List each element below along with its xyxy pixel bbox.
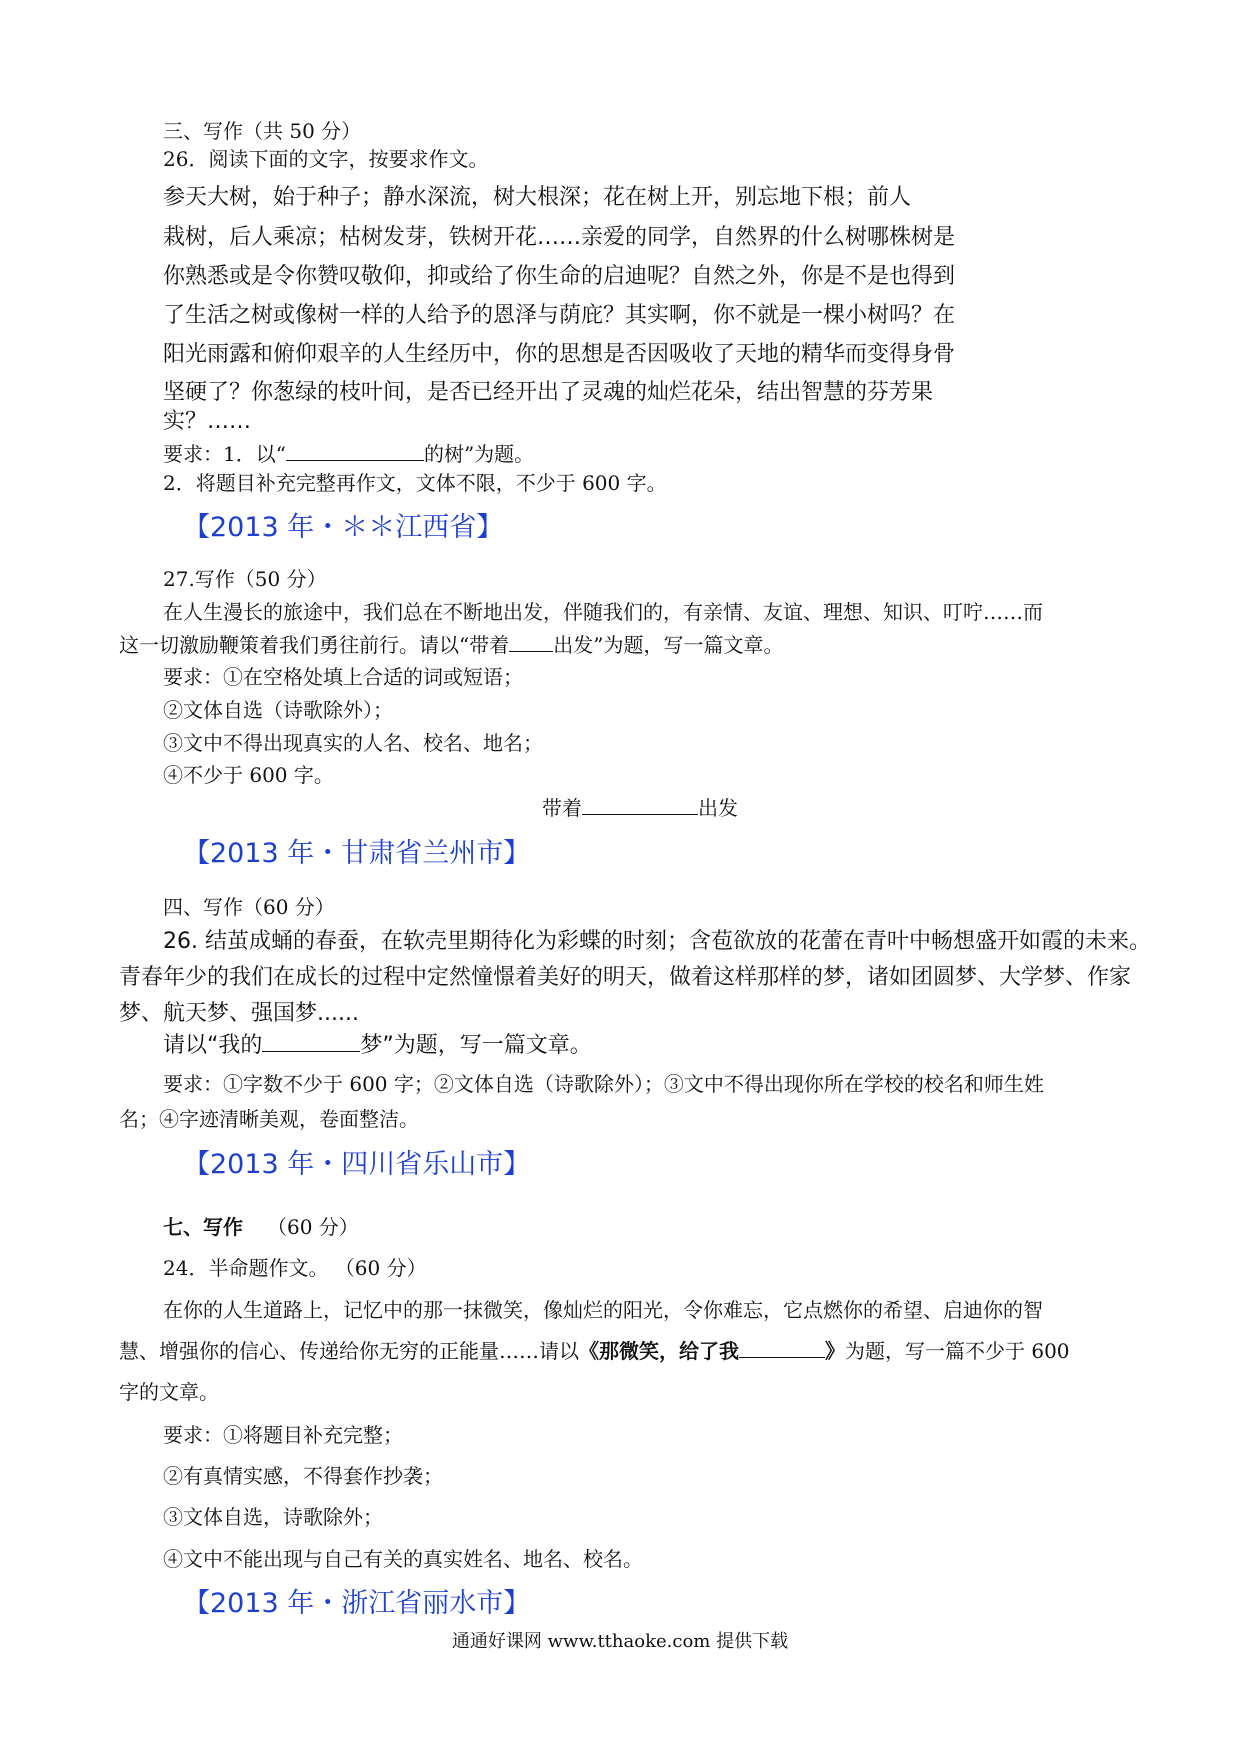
paragraph-line: 栽树，后人乘凉；枯树发芽，铁树开花……亲爱的同学，自然界的什么树哪株树是 (163, 225, 956, 250)
section-title-writing-60: 四、写作（60 分） (163, 895, 335, 919)
paragraph-line: 26. 结茧成蛹的春蚕，在软壳里期待化为彩蝶的时刻；含苞欲放的花蕾在青叶中畅想盛开如霞的未来。 (163, 929, 1151, 954)
requirement-line: 要求：①将题目补充完整； (163, 1423, 403, 1447)
fill-blank (582, 794, 698, 815)
paragraph-line: 这一切激励鞭策着我们勇往前行。请以“带着 出发”为题，写一篇文章。 (119, 633, 784, 657)
requirement-line: 要求：①在空格处填上合适的词或短语； (163, 665, 523, 689)
paragraph-line: 字的文章。 (119, 1380, 219, 1404)
fill-blank (509, 631, 553, 652)
requirement-line: ②文体自选（诗歌除外）； (163, 698, 393, 722)
paragraph-line: 青春年少的我们在成长的过程中定然憧憬着美好的明天，做着这样那样的梦，诸如团圆梦、大学梦、作家 (119, 965, 1132, 990)
requirement-line: ④文中不能出现与自己有关的真实姓名、地名、校名。 (163, 1547, 643, 1571)
section-header-leshan: 【2013 年・四川省乐山市】 (183, 1149, 531, 1180)
paragraph-line: 在你的人生道路上，记忆中的那一抹微笑，像灿烂的阳光，令你难忘，它点燃你的希望、启迪你的智 (163, 1298, 1043, 1322)
question-27: 27.写作（50 分） (163, 567, 327, 591)
page-footer: 通通好课网 www.tthaoke.com 提供下载 (451, 1631, 789, 1652)
paragraph-line: 阳光雨露和俯仰艰辛的人生经历中，你的思想是否因吸收了天地的精华而变得身骨 (163, 342, 956, 367)
requirement-line: 要求：1．以“ 的树”为题。 (163, 442, 535, 466)
paragraph-line: 你熟悉或是令你赞叹敬仰，抑或给了你生命的启迪呢？自然之外，你是不是也得到 (163, 264, 956, 289)
paragraph-line: 梦、航天梦、强国梦...... (119, 1001, 359, 1026)
paragraph-line: 坚硬了？你葱绿的枝叶间，是否已经开出了灵魂的灿烂花朵，结出智慧的芬芳果 (163, 380, 934, 405)
fill-blank (286, 440, 424, 461)
fill-blank (262, 1031, 360, 1052)
requirement-line: 2．将题目补充完整再作文，文体不限，不少于 600 字。 (163, 471, 667, 495)
requirement-line: ②有真情实感，不得套作抄袭； (163, 1464, 443, 1488)
paragraph-line: 了生活之树或像树一样的人给予的恩泽与荫庇？其实啊，你不就是一棵小树吗？在 (163, 303, 956, 328)
requirement-line: ④不少于 600 字。 (163, 763, 334, 787)
paragraph-line: 参天大树，始于种子；静水深流，树大根深；花在树上开，别忘地下根；前人 (163, 185, 912, 210)
paragraph-line: 在人生漫长的旅途中，我们总在不断地出发，伴随我们的，有亲情、友谊、理想、知识、叮咛……而 (163, 600, 1043, 624)
requirement-line: ③文中不得出现真实的人名、校名、地名； (163, 731, 543, 755)
section-title-writing-50: 三、写作（共 50 分） (163, 119, 362, 143)
section-title-writing-7: 七、写作 （60 分） (163, 1215, 359, 1239)
paragraph-line: 请以“我的 梦”为题，写一篇文章。 (163, 1033, 592, 1058)
question-26: 26．阅读下面的文字，按要求作文。 (163, 147, 489, 171)
requirement-line: 要求：①字数不少于 600 字；②文体自选（诗歌除外）；③文中不得出现你所在学校的校名和师生姓 (163, 1072, 1044, 1096)
paragraph-line: 实？…… (163, 409, 252, 434)
requirement-line: 名；④字迹清晰美观，卷面整洁。 (119, 1107, 419, 1131)
question-24: 24．半命题作文。 （60 分） (163, 1256, 427, 1280)
essay-title: 带着 出发 (542, 796, 738, 820)
section-header-lanzhou: 【2013 年・甘肃省兰州市】 (183, 838, 531, 869)
section-header-lishui: 【2013 年・浙江省丽水市】 (183, 1588, 531, 1619)
fill-blank (739, 1337, 825, 1358)
requirement-line: ③文体自选，诗歌除外； (163, 1505, 383, 1529)
section-header-jiangxi: 【2013 年・＊＊江西省】 (183, 512, 504, 543)
paragraph-line: 慧、增强你的信心、传递给你无穷的正能量……请以《那微笑，给了我 》为题，写一篇不少于 600 (119, 1339, 1070, 1363)
